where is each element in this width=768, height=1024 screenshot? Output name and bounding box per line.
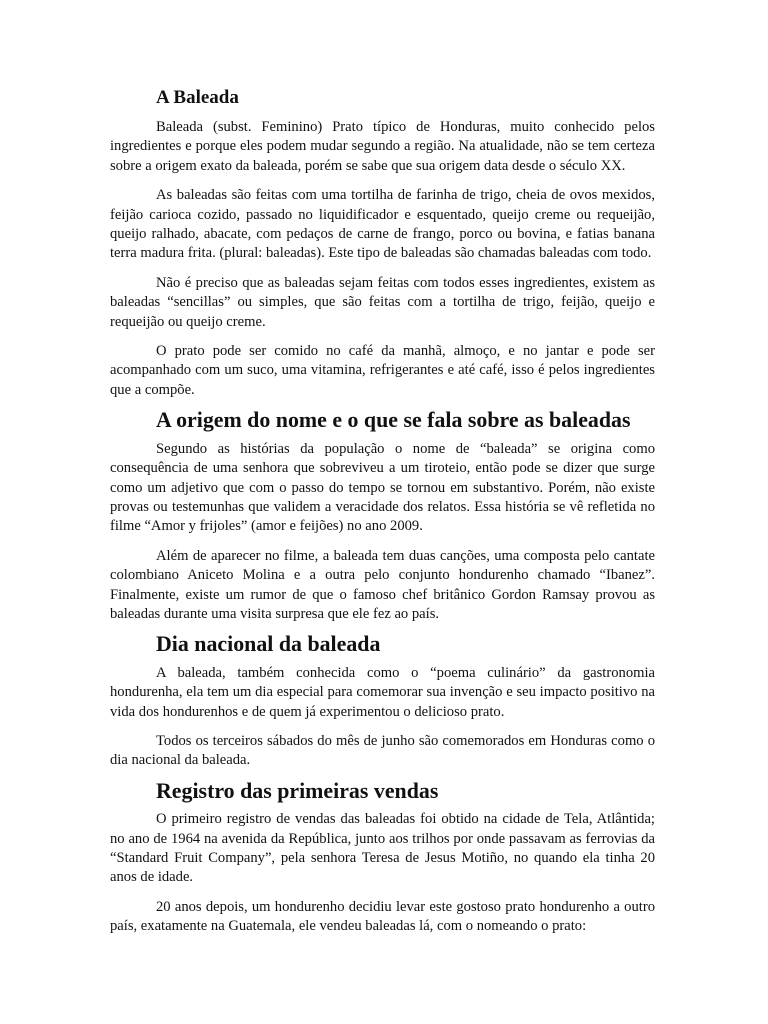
paragraph-poema-culinario: A baleada, também conhecida como o “poema culinário” da gastronomia hondurenha, ela tem um dia especial para comemorar sua invenção e seu impacto positivo na vida dos hondurenhos e de quem já experimentou o delicioso prato. bbox=[110, 664, 655, 720]
section-national-day bbox=[110, 631, 655, 770]
paragraph-definition: Baleada (subst. Feminino) Prato típico de Honduras, muito conhecido pelos ingredientes e porque eles podem mudar segundo a região. Na atualidade, não se tem certeza sobre a origem exato da baleada, porém se sabe que sua origem data desde o século XX. bbox=[110, 119, 655, 174]
section-heading-national-day: Dia nacional da baleada bbox=[156, 631, 381, 657]
paragraph-serving: O prato pode ser comido no café da manhã, almoço, e no jantar e pode ser acompanhado com um suco, uma vitamina, refrigerantes e até café, isso é pelos ingredientes que a compõe. bbox=[110, 343, 655, 398]
paragraph-tela-1964: O primeiro registro de vendas das baleadas foi obtido na cidade de Tela, Atlântida; no ano de 1964 na avenida da República, junto aos trilhos por onde passavam as ferrovias da “Standard Fruit Company”, pela senhora Teresa de Jesus Motiño, no quando ela tinha 20 anos de idade. bbox=[110, 811, 655, 886]
paragraph-sencillas: Não é preciso que as baleadas sejam feitas com todos esses ingredientes, existem as baleadas “sencillas” ou simples, que são feitas com a tortilha de trigo, feijão, queijo e requeijão ou queijo creme. bbox=[110, 274, 655, 330]
paragraph-guatemala: 20 anos depois, um hondurenho decidiu levar este gostoso prato hondurenho a outro país, exatamente na Guatemala, ele vendeu baleadas lá, com o nomeando o prato: bbox=[110, 898, 655, 935]
section-heading-origin: A origem do nome e o que se fala sobre as baleadas bbox=[156, 407, 631, 433]
paragraph-june-saturdays: Todos os terceiros sábados do mês de junho são comemorados em Honduras como o dia nacional da baleada. bbox=[110, 732, 655, 769]
section-heading-first-sales: Registro das primeiras vendas bbox=[156, 777, 439, 803]
page-title: A Baleada bbox=[156, 87, 239, 108]
paragraph-ingredients: As baleadas são feitas com uma tortilha de farinha de trigo, cheia de ovos mexidos, feijão carioca cozido, passado no liquidificador e esquentado, queijo creme ou requeijão, queijo ralhado, abacate, com pedaços de carne de frango, porco ou bovina, e fatias banana terra madura frita. (plural: baleadas). Este tipo de baleadas são chamadas baleadas com todo. bbox=[110, 187, 655, 262]
section-origin bbox=[110, 407, 655, 624]
document-page bbox=[110, 86, 655, 947]
paragraph-origin-story: Segundo as histórias da população o nome de “baleada” se origina como consequência de uma senhora que sobreviveu a um tiroteio, então pode se dizer que surge como um adjetivo que com o passo do tempo se tornou em substantivo. Porém, não existe provas ou testemunhas que validem a veracidade dos relatos. Essa história se vê refletida no filme “Amor y frijoles” (amor e feijões) no ano 2009. bbox=[110, 440, 655, 535]
section-first-sales bbox=[110, 777, 655, 937]
paragraph-songs: Além de aparecer no filme, a baleada tem duas canções, uma composta pelo cantate colombiano Aniceto Molina e a outra pelo conjunto hondurenho chamado “Ibanez”. Finalmente, existe um rumor de que o famoso chef britânico Gordon Ramsay provou as baleadas durante uma visita surpresa que ele fez ao país. bbox=[110, 547, 655, 622]
